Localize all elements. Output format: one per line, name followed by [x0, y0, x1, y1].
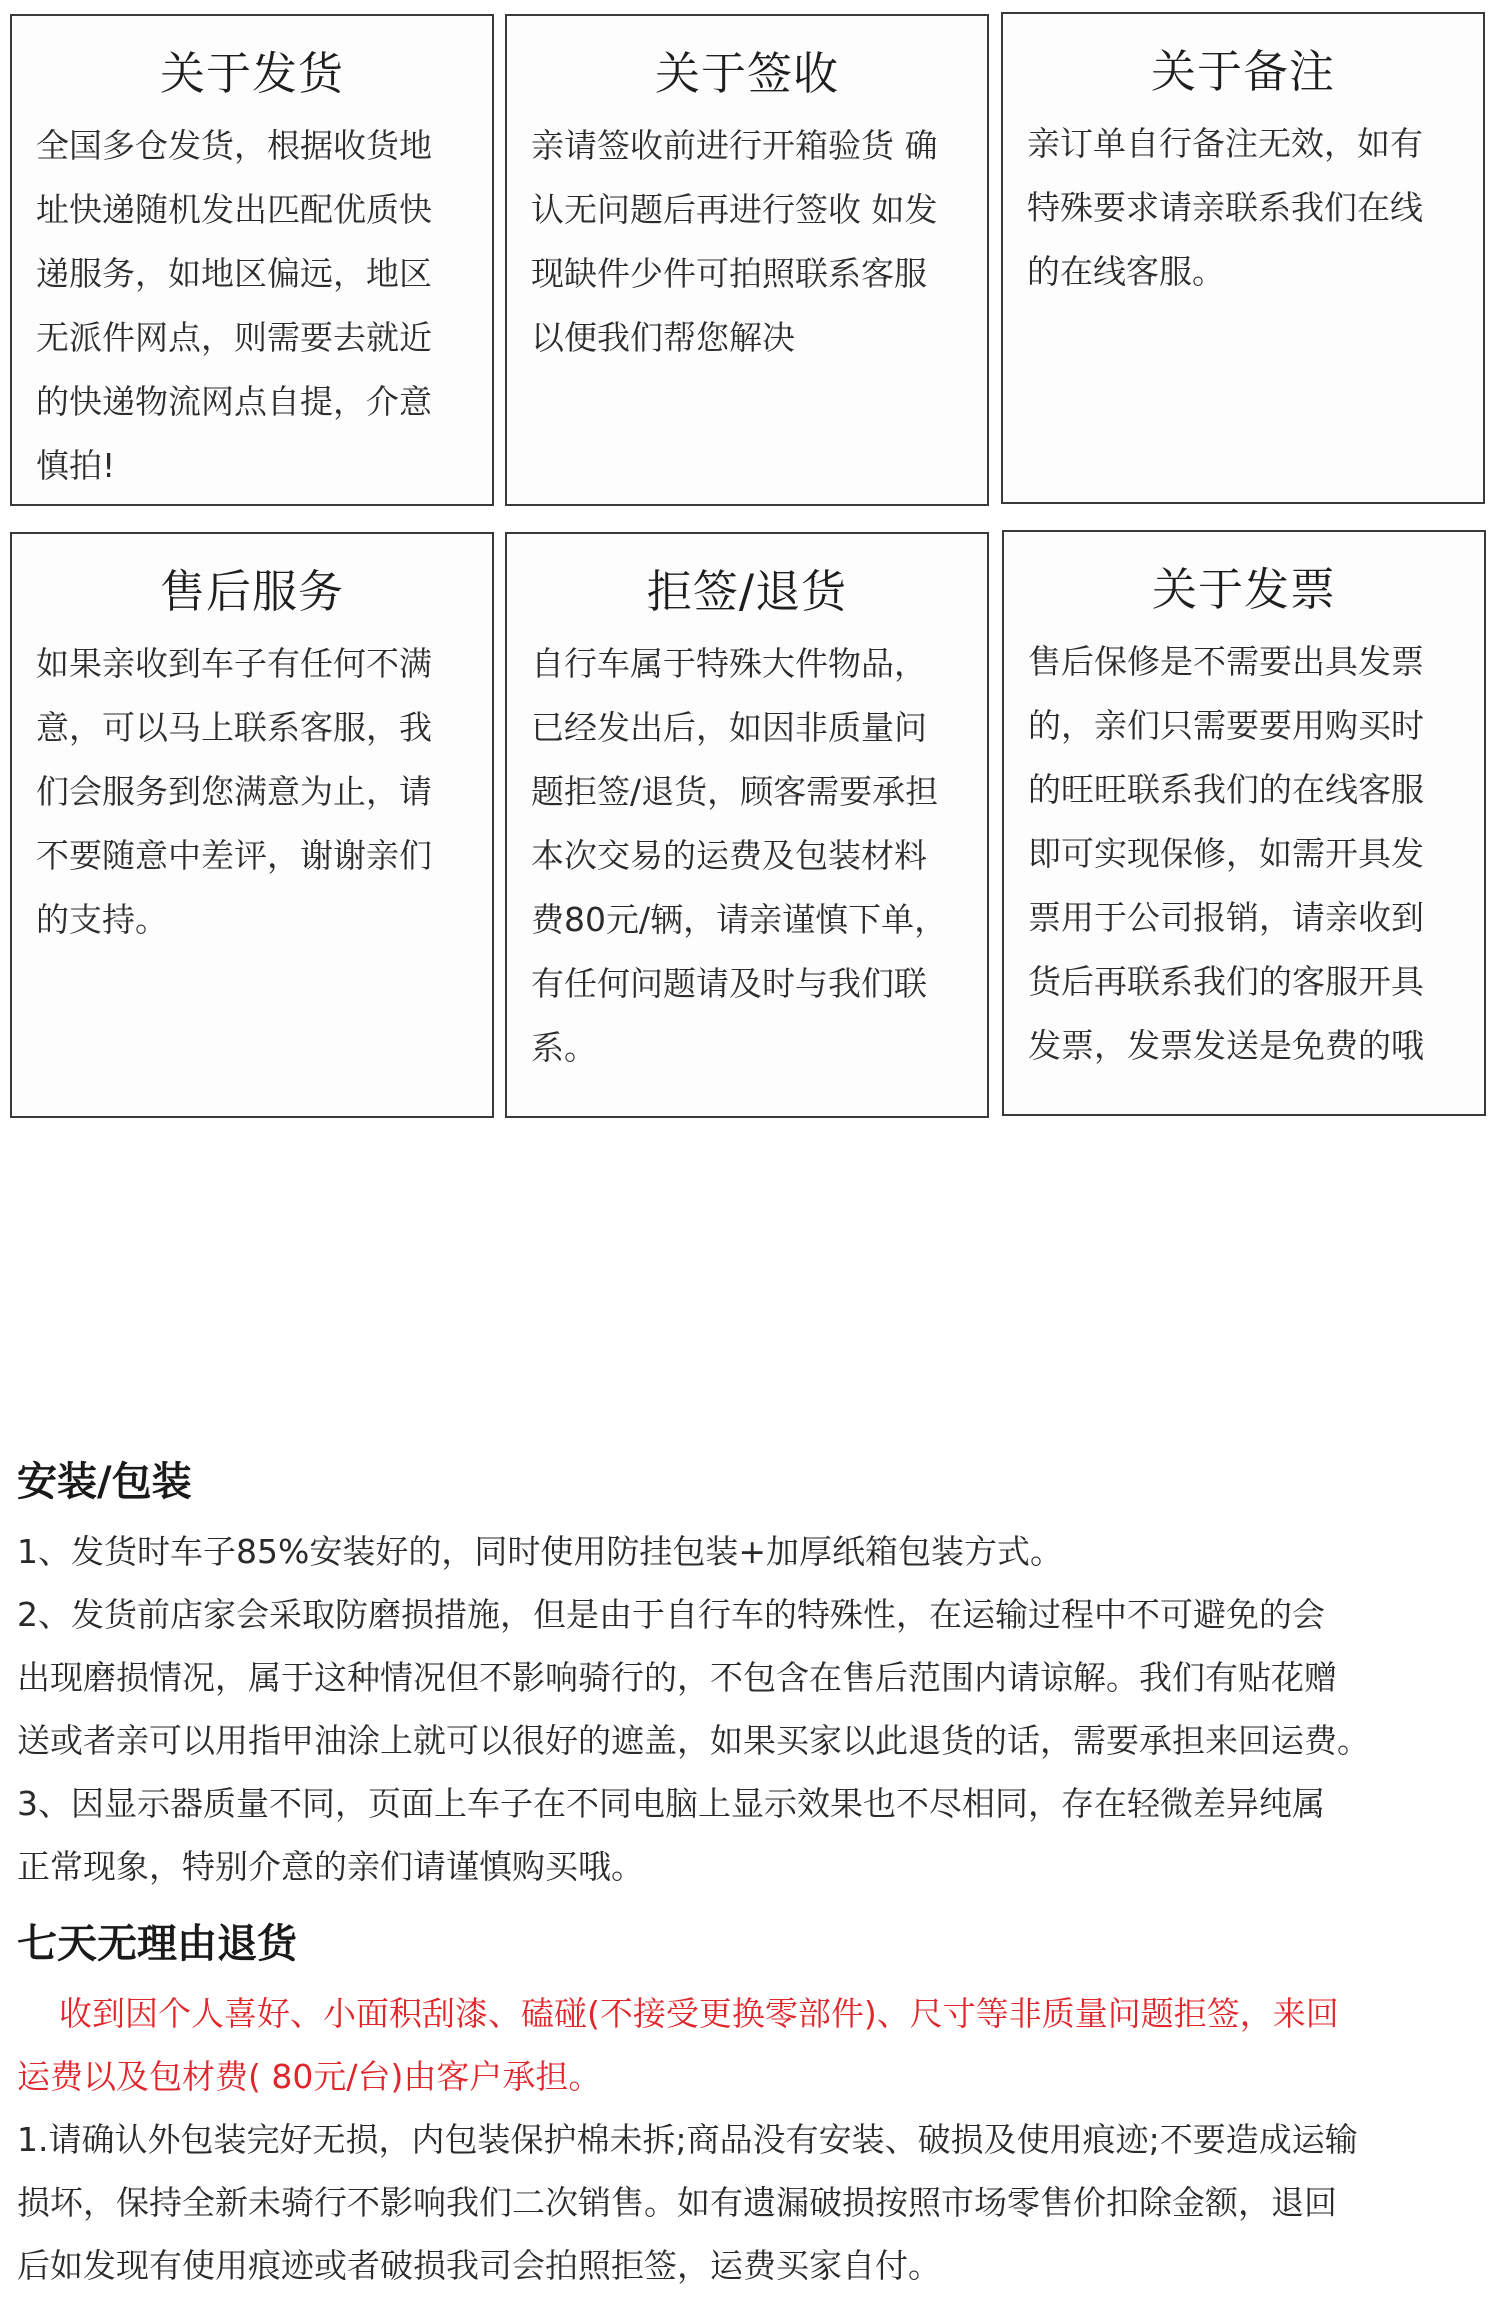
box-body: 亲订单自行备注无效，如有 特殊要求请亲联系我们在线 的在线客服。 — [1027, 124, 1423, 291]
box-body: 亲请签收前进行开箱验货 确 认无问题后再进行签收 如发 现缺件少件可拍照联系客服 以便我们帮您解决 — [531, 126, 938, 357]
section-heading: 安装/包装 — [17, 1459, 192, 1505]
info-box-remarks — [1001, 12, 1485, 504]
info-box-refusal-return — [505, 532, 989, 1118]
install-section — [17, 1457, 1483, 1898]
returns-section — [17, 1919, 1483, 2297]
box-body: 全国多仓发货，根据收货地 址快递随机发出匹配优质快 递服务，如地区偏远，地区 无派件网点，则需要去就近 的快递物流网点自提，介意 慎拍! — [36, 126, 432, 485]
box-title: 关于发票 — [1151, 563, 1336, 616]
box-title: 售后服务 — [159, 565, 344, 618]
box-body: 自行车属于特殊大件物品， 已经发出后，如因非质量问 题拒签/退货，顾客需要承担 本次交易的运费及包装材料 费80元/辆，请亲谨慎下单， 有任何问题请及时与我们联 系。 — [531, 644, 948, 1067]
box-title: 关于签收 — [654, 47, 839, 100]
paragraph: 2、发货前店家会采取防磨损措施，但是由于自行车的特殊性，在运输过程中不可避免的会 出现磨损情况，属于这种情况但不影响骑行的，不包含在售后范围内请谅解。我们有贴花赠 送或者亲可以用指甲油涂上就可以很好的遮盖，如果买家以此退货的话，需要承担来回运费。 — [17, 1595, 1370, 1760]
box-body: 售后保修是不需要出具发票 的，亲们只需要要用购买时 的旺旺联系我们的在线客服 即可实现保修，如需开具发 票用于公司报销，请亲收到 货后再联系我们的客服开具 发票，发票发送是免费的哦 — [1028, 642, 1424, 1065]
info-box-shipping — [10, 14, 494, 506]
box-title: 关于备注 — [1150, 45, 1335, 98]
info-box-signing — [505, 14, 989, 506]
box-title: 关于发货 — [159, 47, 344, 100]
box-title: 拒签/退货 — [646, 565, 848, 618]
section-heading: 七天无理由退货 — [17, 1921, 297, 1967]
paragraph: 1.请确认外包装完好无损，内包装保护棉未拆;商品没有安装、破损及使用痕迹;不要造成运输 损坏，保持全新未骑行不影响我们二次销售。如有遗漏破损按照市场零售价扣除金额，退回 后如发现有使用痕迹或者破损我司会拍照拒签，运费买家自付。 — [17, 2120, 1358, 2285]
info-box-invoice — [1002, 530, 1486, 1116]
paragraph: 1、发货时车子85%安装好的，同时使用防挂包装+加厚纸箱包装方式。 — [17, 1532, 1063, 1571]
red-notice: 收到因个人喜好、小面积刮漆、磕碰(不接受更换零部件)、尺寸等非质量问题拒签，来回 运费以及包材费( 80元/台)由客户承担。 — [17, 1994, 1339, 2096]
box-body: 如果亲收到车子有任何不满 意，可以马上联系客服，我 们会服务到您满意为止，请 不要随意中差评，谢谢亲们 的支持。 — [36, 644, 432, 939]
info-box-after-sales — [10, 532, 494, 1118]
paragraph: 3、因显示器质量不同，页面上车子在不同电脑上显示效果也不尽相同，存在轻微差异纯属 正常现象，特别介意的亲们请谨慎购买哦。 — [17, 1784, 1325, 1886]
